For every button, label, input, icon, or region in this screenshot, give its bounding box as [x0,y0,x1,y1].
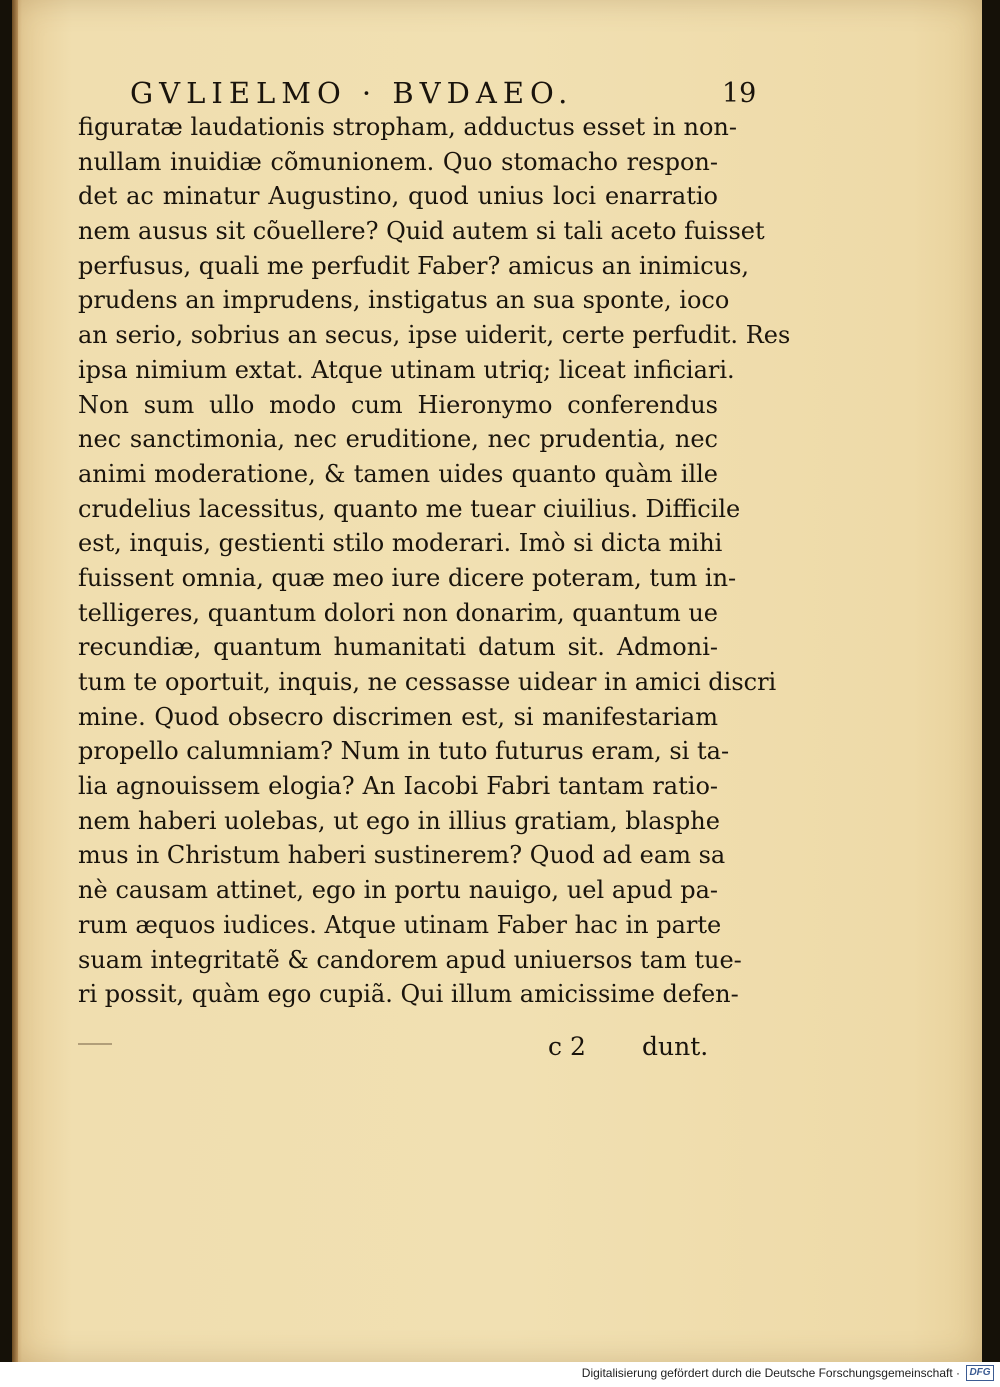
text-line: nè causam attinet, ego in portu nauigo, uel apud pa- [78,876,718,905]
text-line: nem haberi uolebas, ut ego in illius gratiam, blasphe [78,806,720,835]
text-line: nec sanctimonia, nec eruditione, nec prudentia, nec [78,425,718,454]
text-line: recundiæ, quantum humanitati datum sit. Admoni- [78,633,718,662]
footer-bar [0,1362,1000,1387]
text-line: lia agnouissem elogia? An Iacobi Fabri tantam ratio- [78,772,718,801]
text-line: fuissent omnia, quæ meo iure dicere poteram, tum in- [78,563,737,592]
text-line: perfusus, quali me perfudit Faber? amicus an inimicus, [78,251,750,280]
text-line: ipsa nimium extat. Atque utinam utriq; liceat inficiari. [78,355,735,384]
dfg-logo: DFG [966,1365,994,1381]
text-line: suam integritatẽ & candorem apud uniuersos tam tue- [78,945,742,974]
catchword: dunt. [642,1032,709,1061]
ink-speck [78,1043,112,1045]
text-line: ri possit, quàm ego cupiã. Qui illum amicissime defen- [78,980,739,1009]
text-line: animi moderatione, & tamen uides quanto quàm ille [78,459,718,488]
text-line: telligeres, quantum dolori non donarim, quantum ue [78,598,718,627]
gutter-fold [12,0,18,1362]
folio-number: 19 [722,78,757,109]
body-text [78,110,791,1012]
text-line: tum te oportuit, inquis, ne cessasse uidear in amici discri [78,668,777,696]
text-line: rum æquos iudices. Atque utinam Faber hac in parte [78,910,722,939]
text-line: nem ausus sit cõuellere? Quid autem si tali aceto fuisset [78,217,765,246]
text-line: nullam inuidiæ cõmunionem. Quo stomacho respon- [78,147,718,176]
text-line: propello calumniam? Num in tuto futurus eram, si ta- [78,737,730,766]
text-line: est, inquis, gestienti stilo moderari. Imò si dicta mihi [78,529,723,558]
text-line: figuratæ laudationis stropham, adductus esset in non- [78,113,737,141]
running-head: GVLIELMO · BVDAEO. [130,76,574,110]
funding-credit: Digitalisierung gefördert durch die Deutsche Forschungsgemeinschaft · [581,1366,960,1380]
text-line: Non sum ullo modo cum Hieronymo conferendus [78,390,718,419]
text-line: det ac minatur Augustino, quod unius loci enarratio [78,182,718,211]
text-line: crudelius lacessitus, quanto me tuear ciuilius. Difficile [78,494,741,523]
text-line: prudens an imprudens, instigatus an sua sponte, ioco [78,286,730,315]
text-line: an serio, sobrius an secus, ipse uiderit, certe perfudit. Res [78,321,791,350]
text-line: mine. Quod obsecro discrimen est, si manifestariam [78,702,718,731]
signature-mark: c 2 [548,1032,586,1061]
text-line: mus in Christum haberi sustinerem? Quod ad eam sa [78,841,726,870]
